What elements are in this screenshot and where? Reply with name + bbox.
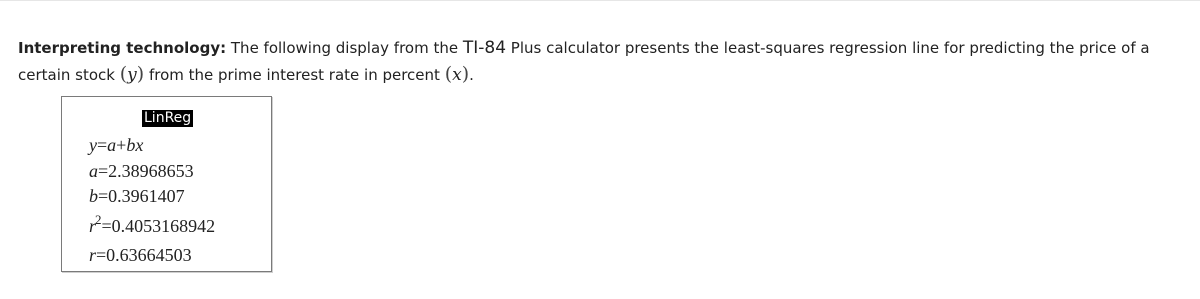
variable-x: x xyxy=(452,65,462,85)
r2-label: r xyxy=(89,216,97,236)
a-value-line xyxy=(89,161,194,182)
eq-plus: + xyxy=(116,135,127,155)
eq-equals: = xyxy=(97,135,108,155)
paren-open: ( xyxy=(119,63,128,85)
r2-value: =0.4053168942 xyxy=(101,216,216,236)
r-value-line xyxy=(89,245,192,266)
r-value: =0.63664503 xyxy=(96,245,192,265)
question-text xyxy=(18,35,1188,88)
paren-open-x: ( xyxy=(444,63,453,85)
a-label: a xyxy=(89,161,98,181)
b-value: =0.3961407 xyxy=(98,186,185,206)
calculator-display xyxy=(61,96,272,272)
eq-y: y xyxy=(89,135,97,155)
r-squared-line xyxy=(89,212,216,237)
b-label: b xyxy=(89,186,98,206)
eq-b: b xyxy=(126,135,136,155)
question-text-part2: Plus calculator presents the least-squares regression line for predicting the price of a certain stock xyxy=(18,39,1150,84)
b-value-line xyxy=(89,186,185,207)
question-lead: Interpreting technology: xyxy=(18,39,227,57)
linreg-header: LinReg xyxy=(144,110,192,126)
paren-close-x: ) xyxy=(461,63,470,85)
device-name: TI-84 xyxy=(462,38,507,58)
question-text-part4: . xyxy=(469,66,474,84)
top-divider xyxy=(0,0,1200,1)
a-value: =2.38968653 xyxy=(98,161,194,181)
regression-equation xyxy=(89,135,143,156)
r2-exponent: 2 xyxy=(95,212,102,227)
question-text-part3: from the prime interest rate in percent xyxy=(144,66,445,84)
eq-x: x xyxy=(135,135,144,155)
eq-a: a xyxy=(107,135,117,155)
question-text-part1: The following display from the xyxy=(226,39,463,57)
variable-y: y xyxy=(127,65,137,85)
r-label: r xyxy=(89,245,97,265)
paren-close: ) xyxy=(136,63,145,85)
